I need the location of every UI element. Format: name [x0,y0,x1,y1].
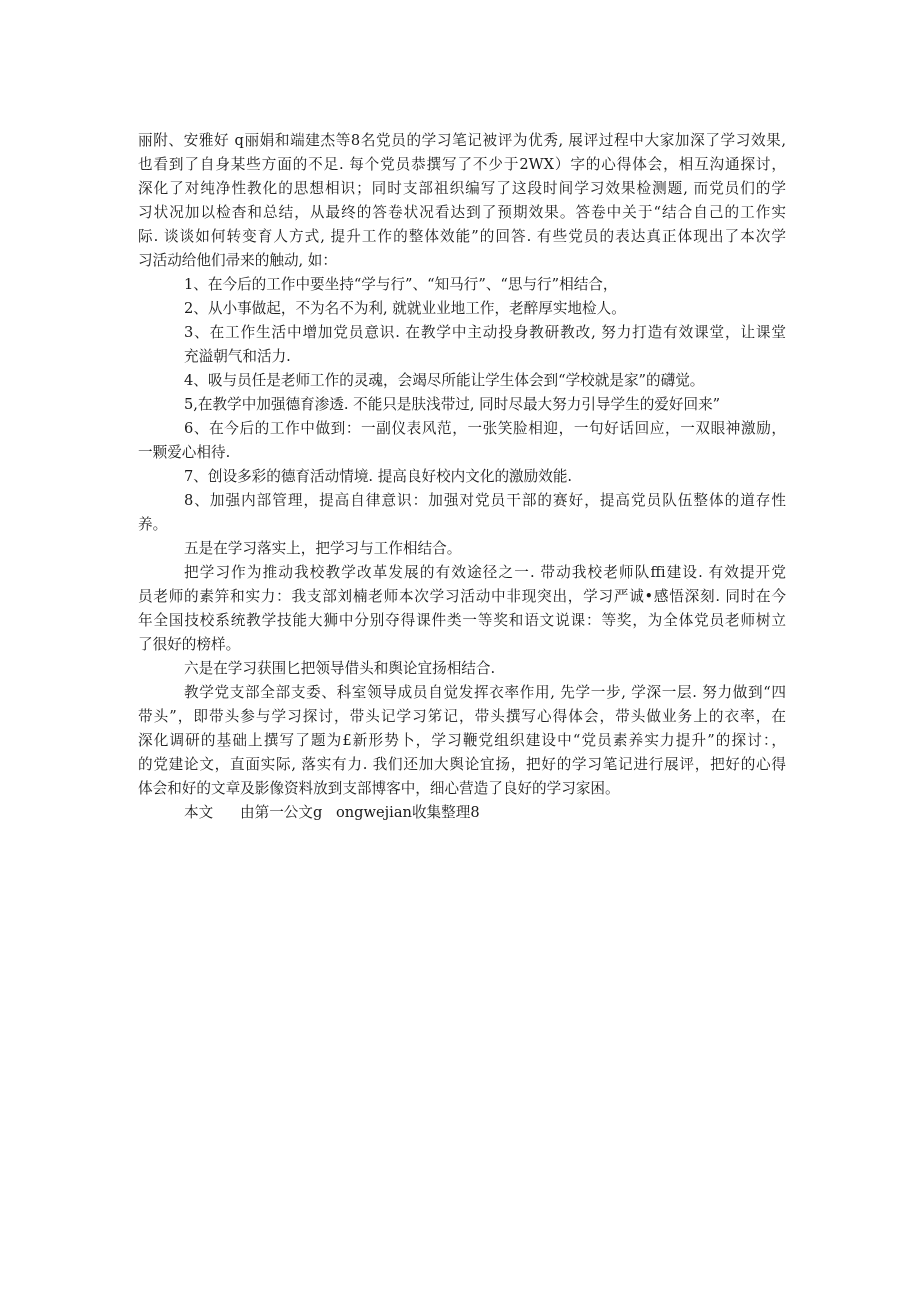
credit-part-1: 本文 [184,804,214,821]
list-item-7: 7、创设多彩的德育活动情境. 提高良好校内文化的激励效能. [184,468,573,485]
body-line: 习状况加以检杳和总结，从最终的答卷状况看达到了预期效果。答卷中关于“结合自己的工作实 [138,204,786,221]
body-line: 际. 谈谈如何转变育人方式, 提升工作的整体效能”的回答. 有些党员的表达真正体现出了本次学 [138,228,786,245]
list-item-6-cont: 一颗爱心相待. [138,444,231,461]
source-credit [138,801,786,825]
body-line: 的党建论文，直面实际, 落实有力. 我们还加大舆论宜扬，把好的学习笔记进行展评，把好的心得 [138,756,786,773]
body-line: 也看到了自身某些方面的不足. 每个党员恭撰写了不少于2WX）字的心得体会，相互沟通探讨， [138,156,786,173]
list-item-8: 8、加强内部管理，提高自律意识：加强对党员干部的赛好，提高党员队伍整体的道存性 [184,492,786,509]
document-body [138,129,786,825]
body-line: 体会和好的文章及影像资料放到支部博客中，细心营造了良好的学习家困。 [138,780,620,797]
body-line: 员老师的素笄和实力：我支部刘楠老师本次学习活动中非现突出，学习严诚•感悟深刻. 同时在今 [138,588,786,605]
credit-part-3: ongwejian收集整理8 [336,804,480,821]
body-line: 习活动给他们帚来的触动, 如： [138,252,337,269]
list-item-5: 5,在教学中加强德育渗透. 不能只是肤浅带过, 同时尽最大努力引导学生的爱好回来” [184,396,721,413]
list-item-1: 1、在今后的工作中要坐持“学与行”、“知马行”、“思与行”相结合， [184,276,618,293]
body-line: 把学习作为推动我校教学改革发展的有效途径之一. 带动我校老师队ffi建设. 有效提开党 [184,564,786,581]
body-line: 年全国技校系统教学技能大狮中分别夺得课件类一等奖和语文说课：等奖，为全体党员老师树立 [138,612,786,629]
list-item-3: 3、在工作生活中增加党员意识. 在教学中主动投身教研教改, 努力打造有效课堂，让课堂 [184,324,786,341]
body-line: 教学党支部全部支委、科室领导成员自觉发挥衣率作用, 先学一步, 学深一层. 努力做到“四 [184,684,786,701]
body-line: 了很好的榜样。 [138,636,241,653]
list-item-8-cont: 养。 [138,516,168,533]
list-item-3-cont: 充溢朝气和活力. [184,348,291,365]
body-line: 深化了对纯净性教化的思想相识；同时支部祖织编写了这段时间学习效果检测题, 而党员们的学 [138,180,786,197]
section-heading-6: 六是在学习获围匕把领导借头和舆论宜扬相结合. [184,660,496,677]
list-item-2: 2、从小事做起，不为名不为利, 就就业业地工作，老醉厚实地检人。 [184,300,626,317]
credit-part-2: 由第一公文g [240,804,323,821]
body-line: 深化调研的基础上撰写了题为£新形势卜，学习鞭党组织建设中“党员素养实力提升”的探讨：， [138,732,786,749]
body-line: 丽附、安雅好 q丽娟和端建杰等8名党员的学习笔记被评为优秀, 展评过程中大家加深了学习效果, [138,132,786,149]
list-item-6: 6、在今后的工作中做到：一副仪表风范，一张笑脸相迎，一句好话回应，一双眼神激励， [184,420,786,437]
list-item-4: 4、吸与员任是老师工作的灵魂，会竭尽所能让学生体会到“学校就是家”的礴觉。 [184,372,705,389]
section-heading-5: 五是在学习落实上，把学习与工作相结合。 [184,540,462,557]
body-line: 带头”，即带头参与学习探讨，带头记学习笫记，带头撰写心得体会，带头做业务上的衣率，在 [138,708,786,725]
